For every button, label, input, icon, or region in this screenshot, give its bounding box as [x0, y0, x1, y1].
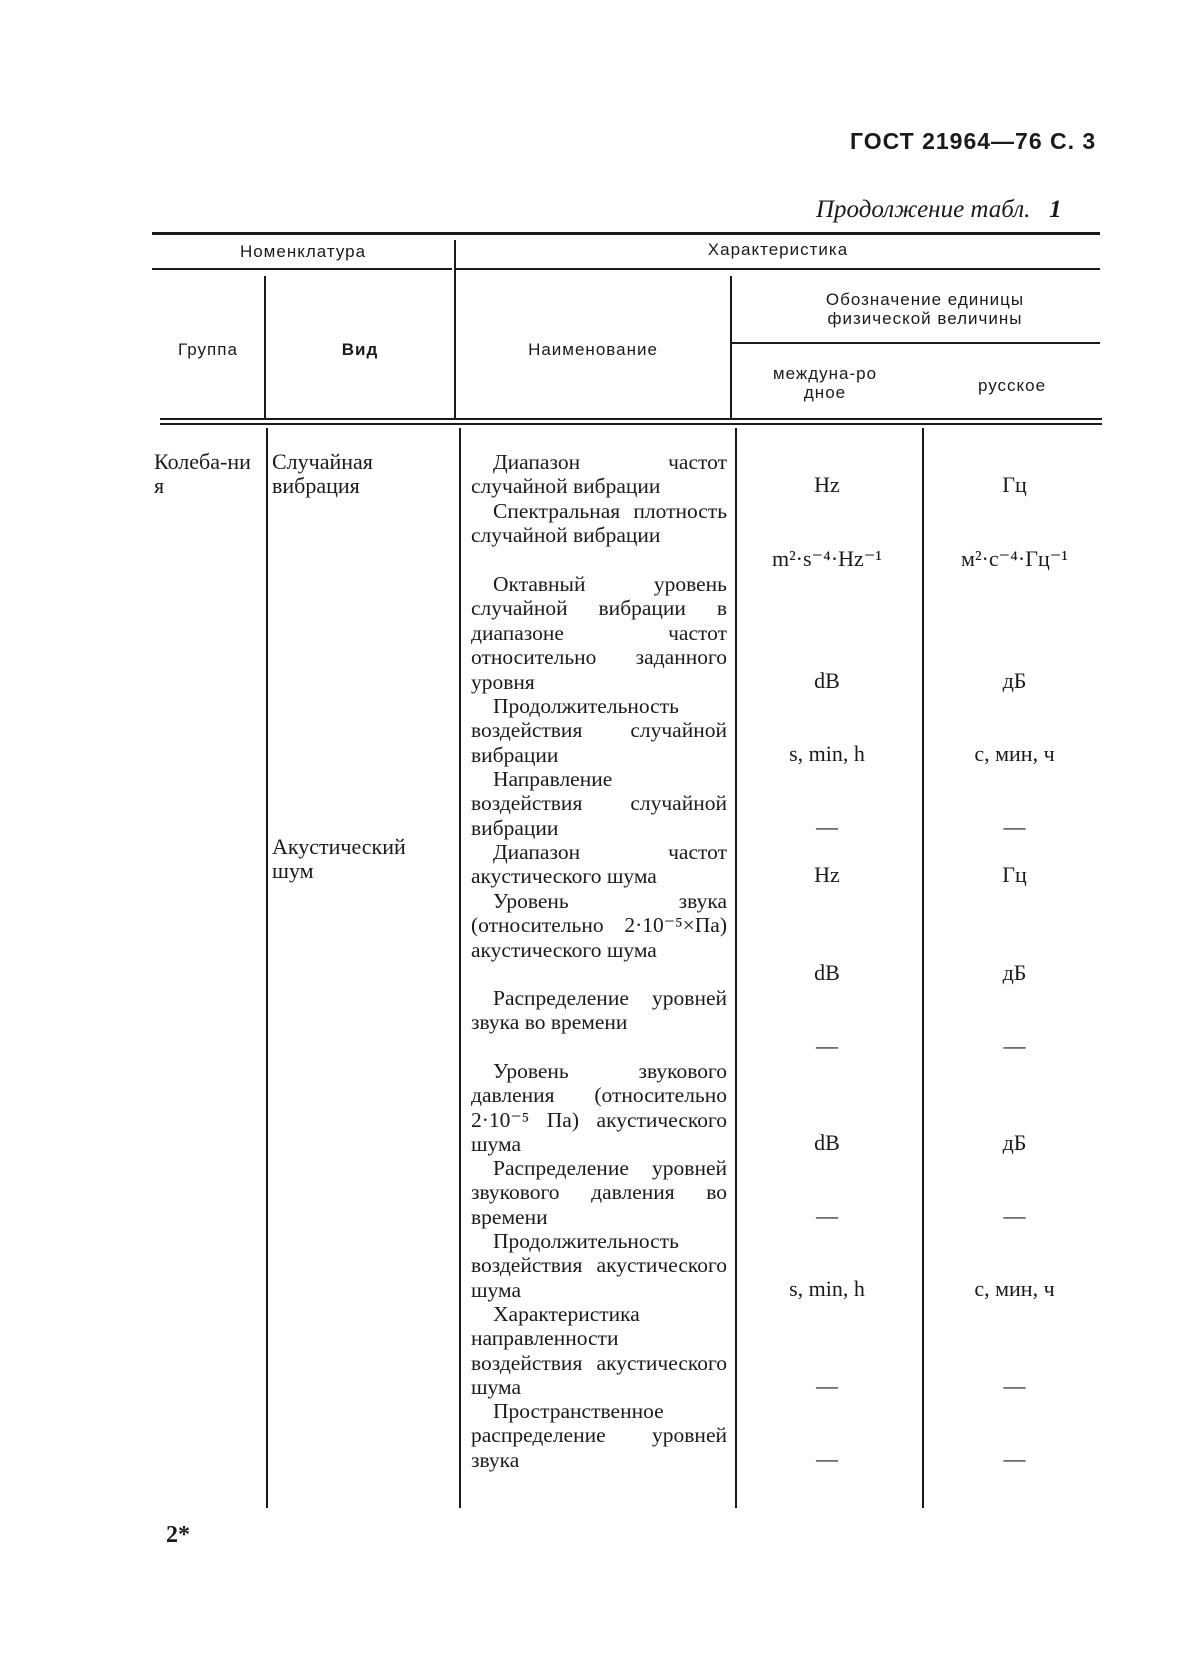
header-name: Наименование: [528, 340, 658, 359]
unit-ru-row-7: дБ: [1002, 960, 1027, 985]
table-continuation-caption: [816, 196, 1062, 224]
unit-int-row-3: dB: [814, 668, 840, 693]
unit-ru-row-12: —: [1003, 1373, 1026, 1398]
name-row-7: Уровень звука (относительно 2·10⁻⁵×Па) акустического шума: [471, 889, 727, 962]
page-signature-mark: 2*: [166, 1522, 190, 1548]
header-russian: русское: [977, 376, 1047, 395]
unit-ru-row-1: Гц: [1002, 472, 1027, 497]
unit-int-row-7: dB: [814, 960, 840, 985]
unit-ru-row-13: —: [1003, 1446, 1026, 1471]
unit-ru-row-11: с, мин, ч: [974, 1276, 1055, 1301]
col-rule-name-body: [459, 428, 461, 1508]
header-nomenclature: Номенклатура: [239, 242, 367, 261]
name-row-1: Диапазон частот случайной вибрации: [471, 450, 727, 499]
name-row-9: Уровень звукового давления (относительно 2·10⁻⁵ Па) акустического шума: [471, 1059, 727, 1157]
unit-ru-row-9: дБ: [1002, 1130, 1027, 1155]
header-unit-designation: Обозначение единицы физической величины: [825, 290, 1025, 328]
header-bottom-rule-2: [160, 423, 1102, 425]
name-row-10: Распределение уровней звукового давления во времени: [471, 1156, 727, 1229]
unit-int-row-5: —: [816, 814, 838, 839]
unit-ru-row-3: дБ: [1002, 668, 1027, 693]
table-number: 1: [1049, 196, 1062, 223]
table-top-rule: [152, 232, 1100, 235]
unit-int-row-10: —: [816, 1203, 838, 1228]
name-row-12: Характеристика направленности воздействия акустического шума: [471, 1302, 727, 1400]
header-rule-characteristic: [456, 268, 1100, 270]
header-rule-nomenclature: [152, 268, 452, 270]
unit-int-row-11: s, min, h: [789, 1276, 865, 1301]
unit-ru-row-2: м²·с⁻⁴·Гц⁻¹: [961, 546, 1068, 571]
header-bottom-rule-1: [160, 418, 1102, 420]
unit-int-row-2: m²·s⁻⁴·Hz⁻¹: [771, 546, 883, 571]
name-row-11: Продолжительность воздействия акустического шума: [471, 1229, 727, 1302]
col-rule-units: [730, 276, 732, 418]
unit-int-row-8: —: [816, 1033, 838, 1058]
name-row-8: Распределение уровней звука во времени: [471, 986, 727, 1035]
header-group: Группа: [178, 340, 238, 359]
unit-int-row-12: —: [816, 1373, 838, 1398]
unit-ru-row-5: —: [1003, 814, 1026, 839]
name-row-13: Пространственное распределение уровней звука: [471, 1399, 727, 1472]
unit-ru-row-6: Гц: [1002, 862, 1027, 887]
unit-int-row-6: Hz: [814, 862, 840, 887]
unit-ru-row-10: —: [1003, 1203, 1026, 1228]
unit-int-row-4: s, min, h: [789, 741, 865, 766]
name-row-3: Октавный уровень случайной вибрации в диапазоне частот относительно заданного уровня: [471, 572, 727, 694]
unit-ru-row-8: —: [1003, 1033, 1026, 1058]
group-value: Колеба-ния: [154, 449, 251, 499]
page-header: ГОСТ 21964—76 С. 3: [850, 128, 1097, 154]
name-row-6: Диапазон частот акустического шума: [471, 840, 727, 889]
name-row-4: Продолжительность воздействия случайной вибрации: [471, 694, 727, 767]
kind-acoustic-noise: Акустический шум: [272, 834, 406, 884]
header-characteristic: Характеристика: [707, 240, 849, 259]
continuation-label: Продолжение табл.: [816, 196, 1031, 223]
kind-random-vibration: Случайная вибрация: [272, 449, 373, 499]
col-rule-name: [454, 240, 456, 418]
name-row-2: Спектральная плотность случайной вибрации: [471, 499, 727, 548]
header-kind: Вид: [341, 340, 379, 359]
col-rule-kind-body: [266, 428, 268, 1508]
unit-int-row-9: dB: [814, 1130, 840, 1155]
header-rule-units: [732, 342, 1100, 344]
unit-ru-row-4: с, мин, ч: [974, 741, 1055, 766]
header-international: междуна-родное: [772, 364, 878, 402]
unit-int-row-13: —: [816, 1446, 838, 1471]
name-row-5: Направление воздействия случайной вибрации: [471, 767, 727, 840]
unit-int-row-1: Hz: [814, 472, 840, 497]
